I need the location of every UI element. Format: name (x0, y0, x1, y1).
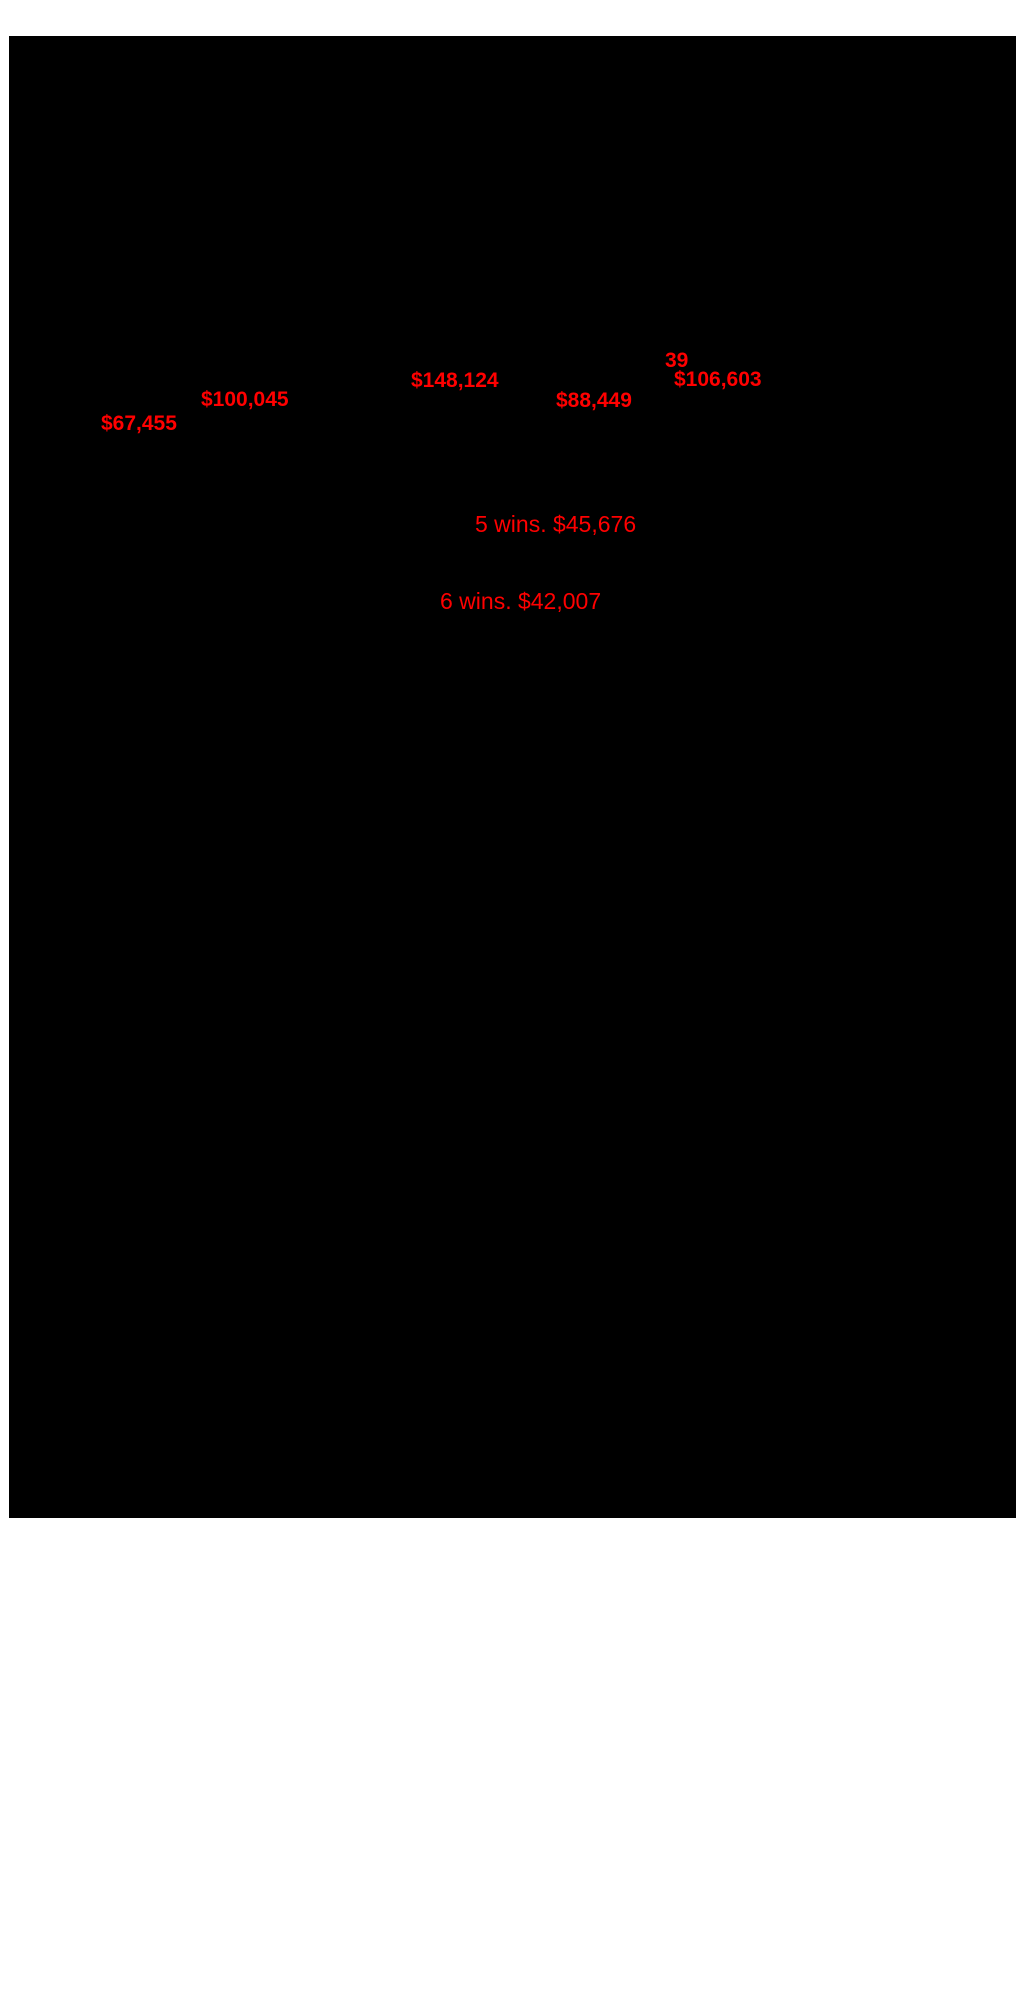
chart-annotation: 39 (665, 349, 689, 372)
chart-annotation: $88,449 (556, 389, 632, 412)
chart-annotation: $100,045 (201, 388, 289, 411)
chart-annotation: 5 wins. $45,676 (475, 511, 637, 537)
chart-canvas (9, 36, 1016, 1518)
chart-annotation: $148,124 (411, 369, 499, 392)
chart-annotation: $106,603 (674, 368, 762, 391)
chart-annotation: 6 wins. $42,007 (440, 588, 602, 614)
chart-annotation: $67,455 (101, 412, 177, 435)
